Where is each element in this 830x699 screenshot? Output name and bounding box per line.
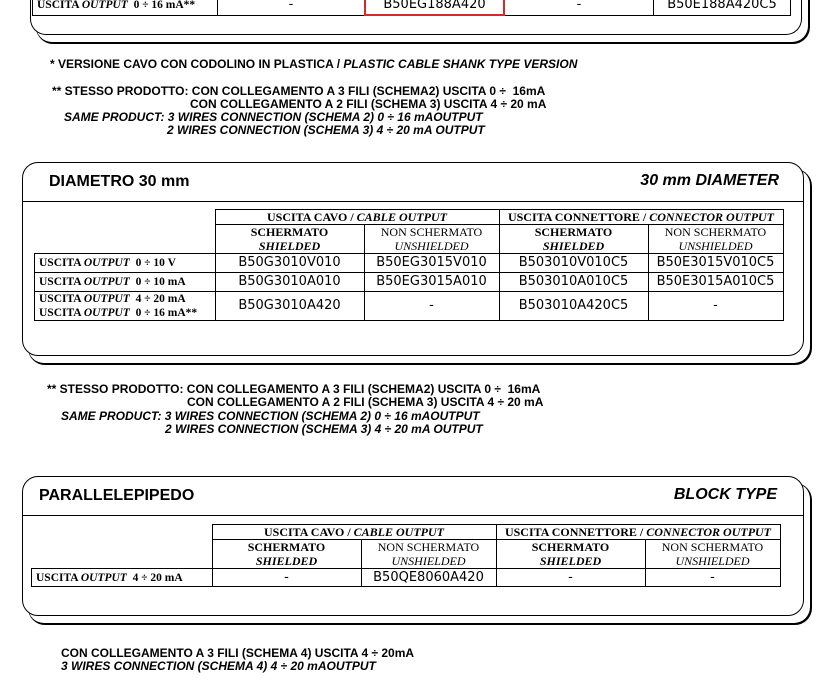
header-shielded: SCHERMATO SHIELDED <box>212 540 361 569</box>
cell-cable-shielded: - <box>218 0 366 15</box>
block-table <box>31 524 781 587</box>
row-label: USCITA OUTPUT 0 ÷ 16 mA** <box>33 0 218 15</box>
header-shielded: SCHERMATO SHIELDED <box>496 540 645 569</box>
table-cell: B50G3010A420 <box>215 292 364 321</box>
note-line: ** STESSO PRODOTTO: CON COLLEGAMENTO A 3 FILI (SCHEMA2) USCITA 0 ÷ 16mA <box>52 84 546 98</box>
table-cell: B50E3015V010C5 <box>648 254 783 273</box>
note-line-en: SAME PRODUCT: 3 WIRES CONNECTION (SCHEMA 2) 0 ÷ 16 mAOUTPUT <box>61 409 480 423</box>
row-label: USCITA OUTPUT 0 ÷ 10 mA <box>35 273 216 292</box>
note-line-en: SAME PRODUCT: 3 WIRES CONNECTION (SCHEMA 2) 0 ÷ 16 mAOUTPUT <box>64 110 483 124</box>
header-unshielded: NON SCHERMATO UNSHIELDED <box>361 540 496 569</box>
note-line: CON COLLEGAMENTO A 2 FILI (SCHEMA 3) USCITA 4 ÷ 20 mA <box>187 395 544 409</box>
panel-title-en: 30 mm DIAMETER <box>640 172 779 189</box>
header-cable-output: USCITA CAVO / CABLE OUTPUT <box>212 525 496 540</box>
header-cable-output: USCITA CAVO / CABLE OUTPUT <box>215 210 499 225</box>
header-shielded: SCHERMATO SHIELDED <box>499 225 648 254</box>
table-row <box>35 273 784 292</box>
header-unshielded: NON SCHERMATO UNSHIELDED <box>364 225 499 254</box>
top-fragment-table <box>32 0 791 16</box>
table-cell: - <box>212 569 361 587</box>
row-label: USCITA OUTPUT 4 ÷ 20 mA <box>32 569 213 587</box>
table-cell: B503010V010C5 <box>499 254 648 273</box>
table-header-row <box>35 210 784 225</box>
cell-connector-unshielded: B50E188A420C5 <box>654 0 791 15</box>
table-cell: B503010A420C5 <box>499 292 648 321</box>
note-line: CON COLLEGAMENTO A 3 FILI (SCHEMA 4) USCITA 4 ÷ 20mA <box>61 646 415 660</box>
table-row <box>35 254 784 273</box>
table-cell: B50G3010V010 <box>215 254 364 273</box>
table-row <box>32 569 781 587</box>
row-label: USCITA OUTPUT 0 ÷ 10 V <box>35 254 216 273</box>
panel-title-en: BLOCK TYPE <box>673 486 777 503</box>
panel-title: PARALLELEPIPEDO <box>39 487 195 504</box>
table-row <box>35 292 784 321</box>
diameter-table <box>34 209 784 321</box>
cell-connector-shielded: - <box>504 0 654 15</box>
table-header-row <box>32 525 781 540</box>
table-cell: - <box>496 569 645 587</box>
note-line: ** STESSO PRODOTTO: CON COLLEGAMENTO A 3 FILI (SCHEMA2) USCITA 0 ÷ 16mA <box>47 382 541 396</box>
table-cell: - <box>645 569 780 587</box>
table-row <box>33 0 791 15</box>
table-cell: B50G3010A010 <box>215 273 364 292</box>
table-subheader-row <box>32 540 781 569</box>
header-connector-output: USCITA CONNETTORE / CONNECTOR OUTPUT <box>496 525 780 540</box>
panel-header <box>23 163 803 202</box>
panel-title: DIAMETRO 30 mm <box>49 173 190 190</box>
table-cell: B50EG3015V010 <box>364 254 499 273</box>
table-cell: - <box>648 292 783 321</box>
table-cell: - <box>364 292 499 321</box>
cell-cable-unshielded-highlighted[interactable]: B50EG188A420 <box>365 0 504 15</box>
table-cell: B50E3015A010C5 <box>648 273 783 292</box>
row-label: USCITA OUTPUT 4 ÷ 20 mA USCITA OUTPUT 0 ÷ 16 mA** <box>35 292 216 321</box>
header-unshielded: NON SCHERMATO UNSHIELDED <box>645 540 780 569</box>
header-shielded: SCHERMATO SHIELDED <box>215 225 364 254</box>
note-line: CON COLLEGAMENTO A 2 FILI (SCHEMA 3) USCITA 4 ÷ 20 mA <box>190 97 547 111</box>
note-plastic-shank: * VERSIONE CAVO CON CODOLINO IN PLASTICA / PLASTIC CABLE SHANK TYPE VERSION <box>50 57 578 71</box>
header-unshielded: NON SCHERMATO UNSHIELDED <box>648 225 783 254</box>
note-line-en: 3 WIRES CONNECTION (SCHEMA 4) 4 ÷ 20 mAOUTPUT <box>61 659 376 673</box>
table-subheader-row <box>35 225 784 254</box>
table-cell: B503010A010C5 <box>499 273 648 292</box>
table-cell: B50EG3015A010 <box>364 273 499 292</box>
note-line-en: 2 WIRES CONNECTION (SCHEMA 3) 4 ÷ 20 mA OUTPUT <box>165 422 483 436</box>
note-line-en: 2 WIRES CONNECTION (SCHEMA 3) 4 ÷ 20 mA OUTPUT <box>167 123 485 137</box>
header-connector-output: USCITA CONNETTORE / CONNECTOR OUTPUT <box>499 210 783 225</box>
table-cell: B50QE8060A420 <box>361 569 496 587</box>
panel-header <box>23 477 803 516</box>
